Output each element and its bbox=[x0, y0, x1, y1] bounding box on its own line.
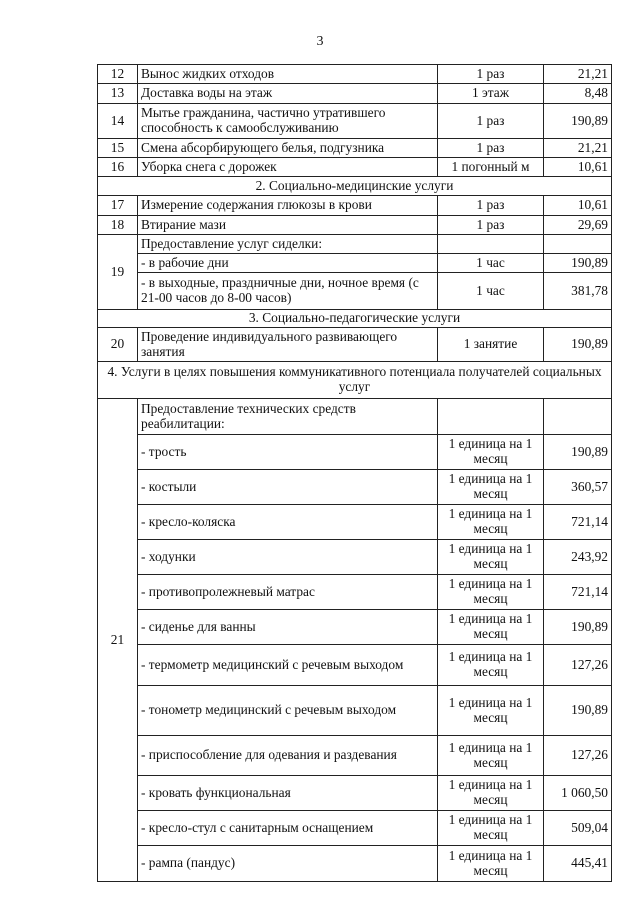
service-unit: 1 погонный м bbox=[438, 158, 544, 177]
service-description: - кресло-коляска bbox=[138, 505, 438, 540]
row-number: 18 bbox=[98, 216, 138, 235]
service-description: Измерение содержания глюкозы в крови bbox=[138, 196, 438, 216]
table-row bbox=[98, 776, 612, 811]
table-row bbox=[98, 575, 612, 610]
service-price: 10,61 bbox=[544, 196, 612, 216]
service-description: Мытье гражданина, частично утратившего способность к самообслуживанию bbox=[138, 104, 438, 139]
service-group-header: Предоставление технических средств реабилитации: bbox=[138, 399, 438, 435]
service-unit: 1 единица на 1 месяц bbox=[438, 610, 544, 645]
row-number: 13 bbox=[98, 84, 138, 104]
service-unit: 1 раз bbox=[438, 139, 544, 158]
service-price: 381,78 bbox=[544, 273, 612, 310]
service-description: Втирание мази bbox=[138, 216, 438, 235]
service-description: - костыли bbox=[138, 470, 438, 505]
table-row bbox=[98, 645, 612, 686]
service-description: - кровать функциональная bbox=[138, 776, 438, 811]
table-row bbox=[98, 196, 612, 216]
service-price: 190,89 bbox=[544, 254, 612, 273]
empty-cell bbox=[544, 235, 612, 254]
section-header-row bbox=[98, 310, 612, 328]
service-group-header: Предоставление услуг сиделки: bbox=[138, 235, 438, 254]
service-description: - противопролежневый матрас bbox=[138, 575, 438, 610]
section-header-row bbox=[98, 177, 612, 196]
service-unit: 1 раз bbox=[438, 104, 544, 139]
service-description: - приспособление для одевания и раздевания bbox=[138, 736, 438, 776]
table-row bbox=[98, 139, 612, 158]
row-number: 16 bbox=[98, 158, 138, 177]
empty-cell bbox=[438, 399, 544, 435]
service-unit: 1 единица на 1 месяц bbox=[438, 776, 544, 811]
table-row bbox=[98, 104, 612, 139]
service-price: 10,61 bbox=[544, 158, 612, 177]
section-title-pedagogical: 3. Социально-педагогические услуги bbox=[98, 310, 612, 328]
table-row bbox=[98, 235, 612, 254]
table-row bbox=[98, 435, 612, 470]
row-number: 21 bbox=[98, 399, 138, 882]
service-description: - рампа (пандус) bbox=[138, 846, 438, 882]
service-unit: 1 час bbox=[438, 254, 544, 273]
service-price: 721,14 bbox=[544, 575, 612, 610]
service-description: - в выходные, праздничные дни, ночное время (с 21-00 часов до 8-00 часов) bbox=[138, 273, 438, 310]
service-unit: 1 этаж bbox=[438, 84, 544, 104]
row-number: 20 bbox=[98, 328, 138, 362]
table-row bbox=[98, 736, 612, 776]
service-description: - термометр медицинский с речевым выходом bbox=[138, 645, 438, 686]
service-price: 190,89 bbox=[544, 610, 612, 645]
service-price: 8,48 bbox=[544, 84, 612, 104]
services-tariff-table bbox=[97, 64, 612, 882]
section-header-row bbox=[98, 362, 612, 399]
service-price: 1 060,50 bbox=[544, 776, 612, 811]
table-row bbox=[98, 84, 612, 104]
row-number: 14 bbox=[98, 104, 138, 139]
page-number: 3 bbox=[316, 34, 324, 49]
service-price: 445,41 bbox=[544, 846, 612, 882]
service-description: Проведение индивидуального развивающего занятия bbox=[138, 328, 438, 362]
service-unit: 1 единица на 1 месяц bbox=[438, 811, 544, 846]
row-number: 15 bbox=[98, 139, 138, 158]
service-description: - тонометр медицинский с речевым выходом bbox=[138, 686, 438, 736]
table-row bbox=[98, 811, 612, 846]
table-row bbox=[98, 610, 612, 645]
row-number: 17 bbox=[98, 196, 138, 216]
service-unit: 1 раз bbox=[438, 216, 544, 235]
table-row bbox=[98, 399, 612, 435]
service-unit: 1 единица на 1 месяц bbox=[438, 435, 544, 470]
service-unit: 1 единица на 1 месяц bbox=[438, 575, 544, 610]
service-price: 721,14 bbox=[544, 505, 612, 540]
table-row bbox=[98, 158, 612, 177]
table-row bbox=[98, 273, 612, 310]
service-description: - сиденье для ванны bbox=[138, 610, 438, 645]
service-description: Уборка снега с дорожек bbox=[138, 158, 438, 177]
service-price: 21,21 bbox=[544, 139, 612, 158]
service-unit: 1 единица на 1 месяц bbox=[438, 686, 544, 736]
service-unit: 1 единица на 1 месяц bbox=[438, 846, 544, 882]
service-price: 360,57 bbox=[544, 470, 612, 505]
section-title-medical: 2. Социально-медицинские услуги bbox=[98, 177, 612, 196]
service-price: 29,69 bbox=[544, 216, 612, 235]
table-row bbox=[98, 540, 612, 575]
service-unit: 1 единица на 1 месяц bbox=[438, 540, 544, 575]
service-unit: 1 час bbox=[438, 273, 544, 310]
table-row bbox=[98, 328, 612, 362]
service-price: 127,26 bbox=[544, 736, 612, 776]
service-price: 243,92 bbox=[544, 540, 612, 575]
service-description: - кресло-стул с санитарным оснащением bbox=[138, 811, 438, 846]
service-price: 190,89 bbox=[544, 104, 612, 139]
service-description: - в рабочие дни bbox=[138, 254, 438, 273]
table-row bbox=[98, 846, 612, 882]
service-unit: 1 единица на 1 месяц bbox=[438, 470, 544, 505]
service-unit: 1 единица на 1 месяц bbox=[438, 505, 544, 540]
empty-cell bbox=[544, 399, 612, 435]
service-description: Смена абсорбирующего белья, подгузника bbox=[138, 139, 438, 158]
row-number: 12 bbox=[98, 65, 138, 84]
service-unit: 1 занятие bbox=[438, 328, 544, 362]
table-row bbox=[98, 505, 612, 540]
service-unit: 1 раз bbox=[438, 65, 544, 84]
table-row bbox=[98, 254, 612, 273]
service-price: 190,89 bbox=[544, 435, 612, 470]
table-row bbox=[98, 470, 612, 505]
service-price: 21,21 bbox=[544, 65, 612, 84]
service-price: 509,04 bbox=[544, 811, 612, 846]
service-price: 190,89 bbox=[544, 686, 612, 736]
table-row bbox=[98, 216, 612, 235]
service-description: Доставка воды на этаж bbox=[138, 84, 438, 104]
service-description: - ходунки bbox=[138, 540, 438, 575]
service-unit: 1 единица на 1 месяц bbox=[438, 645, 544, 686]
service-price: 127,26 bbox=[544, 645, 612, 686]
service-description: Вынос жидких отходов bbox=[138, 65, 438, 84]
service-price: 190,89 bbox=[544, 328, 612, 362]
table-row bbox=[98, 686, 612, 736]
section-title-communication: 4. Услуги в целях повышения коммуникативного потенциала получателей социальных услуг bbox=[98, 362, 612, 399]
table-row bbox=[98, 65, 612, 84]
service-unit: 1 раз bbox=[438, 196, 544, 216]
row-number: 19 bbox=[98, 235, 138, 310]
service-description: - трость bbox=[138, 435, 438, 470]
service-unit: 1 единица на 1 месяц bbox=[438, 736, 544, 776]
empty-cell bbox=[438, 235, 544, 254]
